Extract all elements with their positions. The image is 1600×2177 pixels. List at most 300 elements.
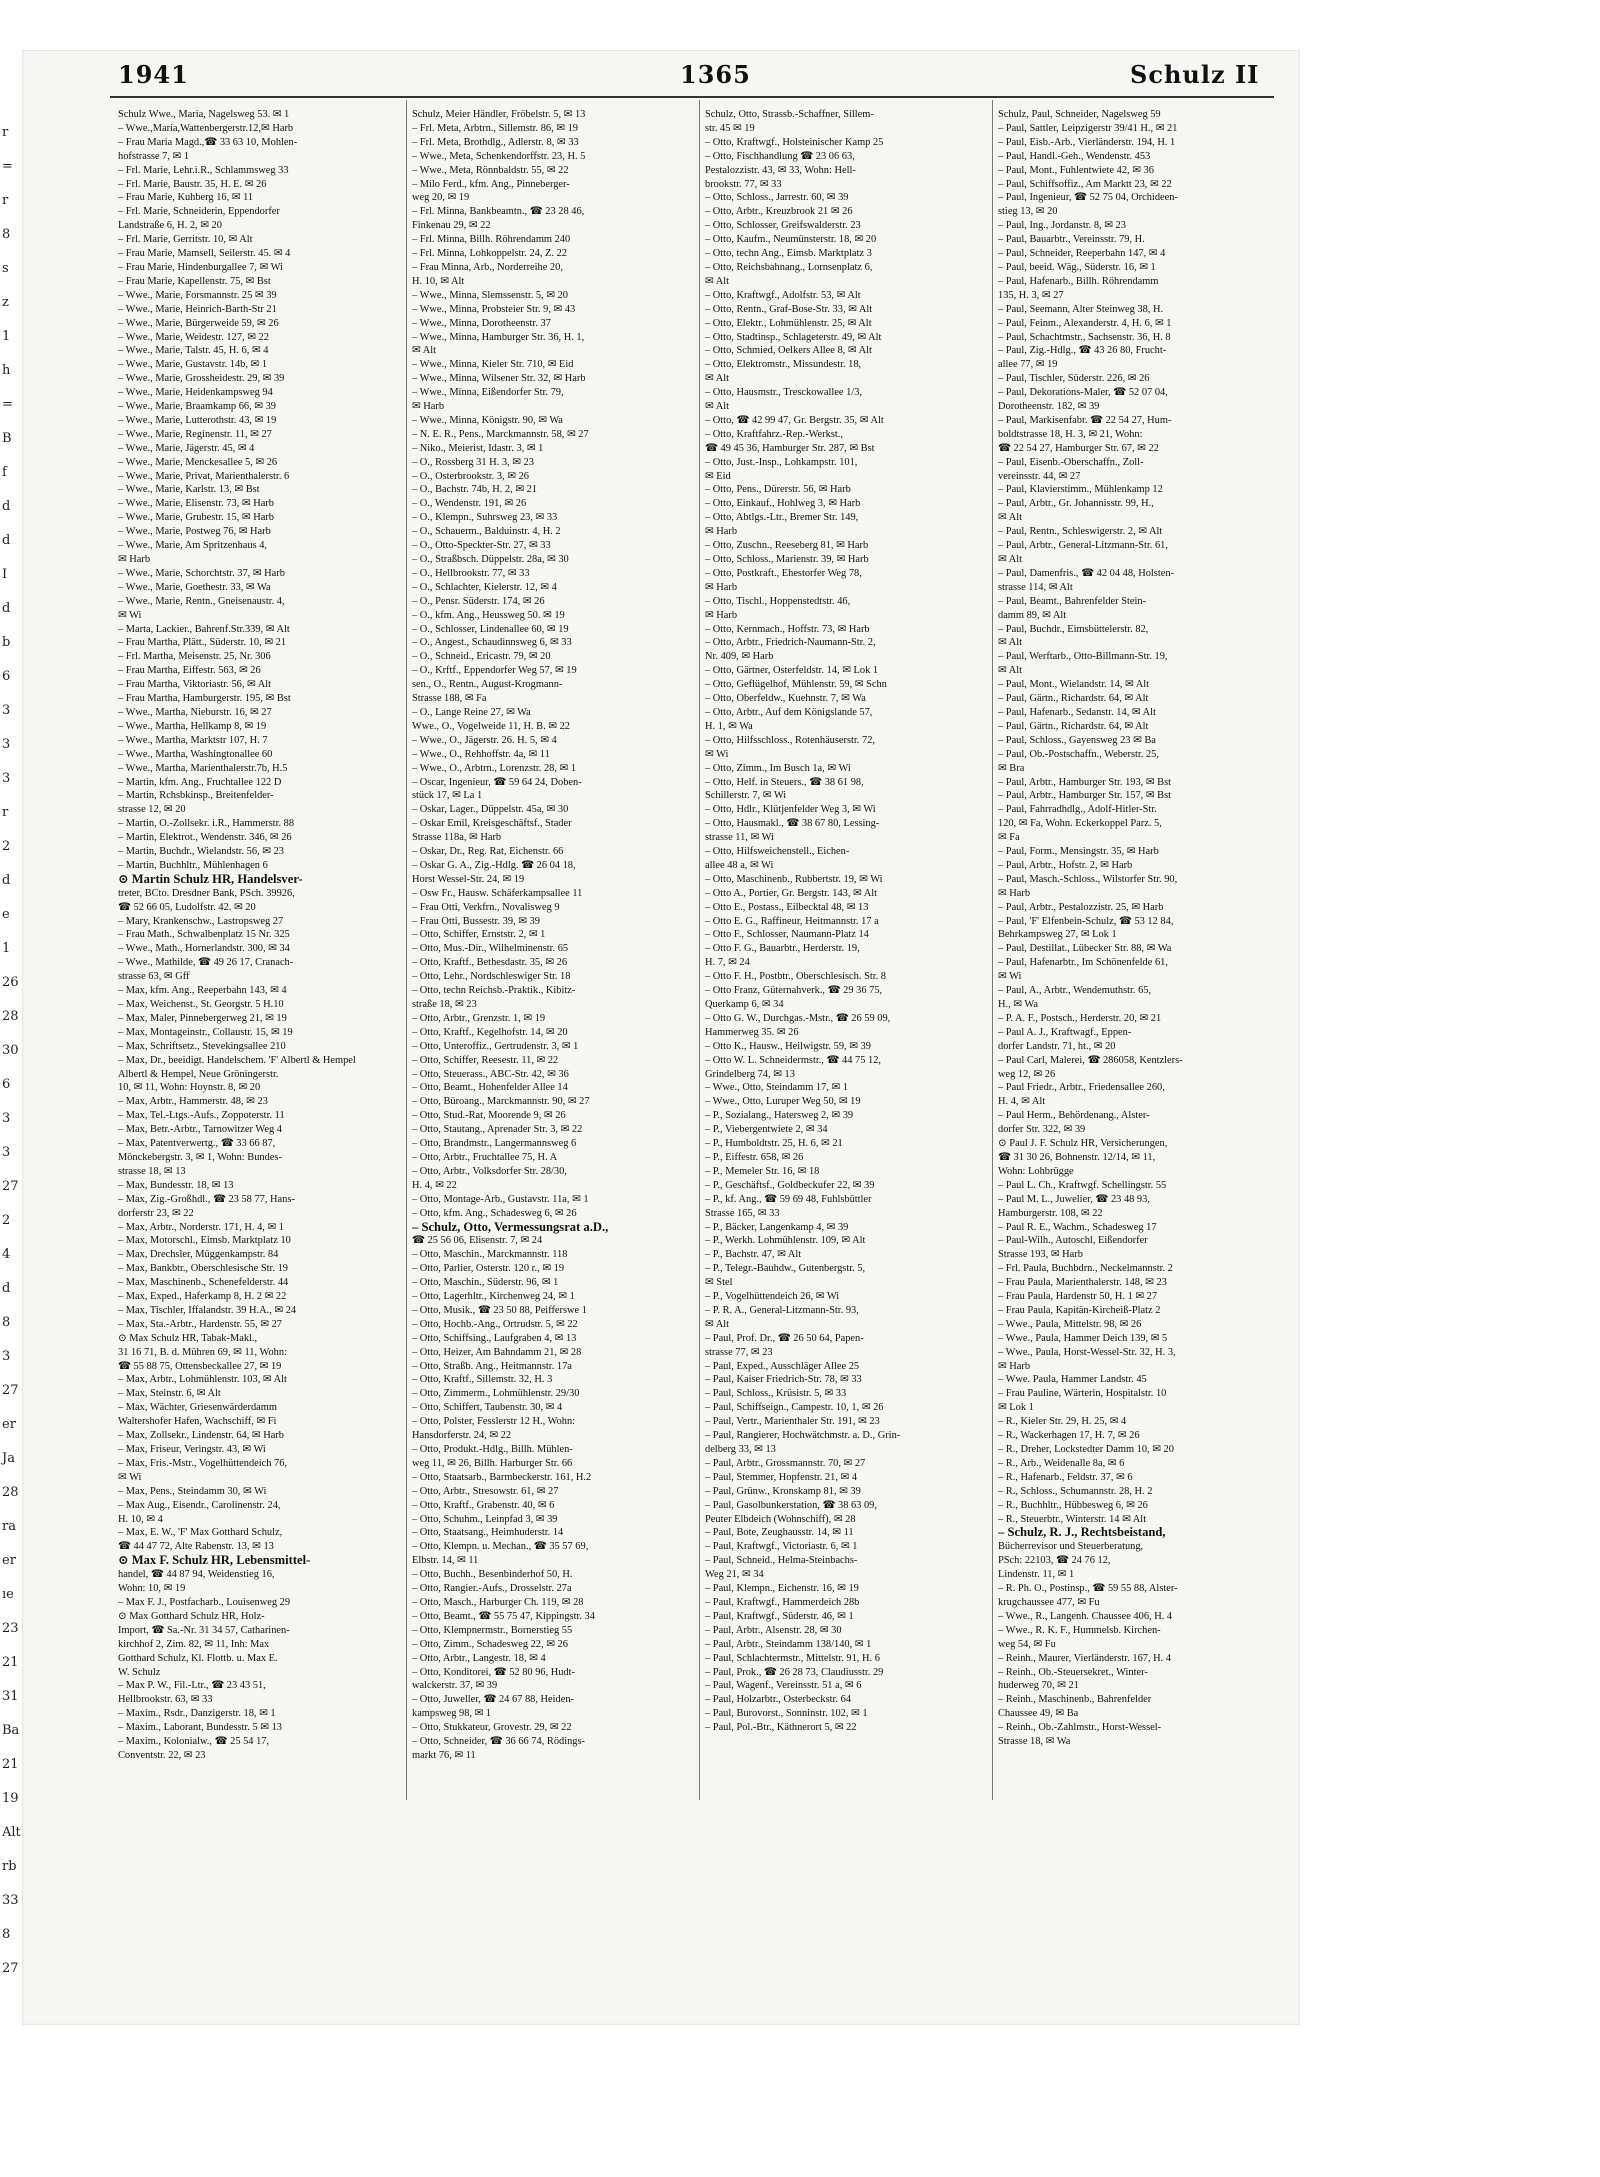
directory-entry: – Max, Sta.-Arbtr., Hardenstr. 55, ✉ 27 [118,1318,282,1330]
prev-page-fragment: d [2,1281,11,1296]
directory-entry: ☎ 22 54 27, Hamburger Str. 67, ✉ 22 [998,442,1159,454]
column-4 [998,108,1281,1788]
directory-entry: – Schulz, R. J., Rechtsbeistand, [998,1526,1166,1540]
directory-entry: – Otto, Klempnermstr., Bornerstieg 55 [412,1624,573,1636]
directory-entry: – Paul, Eisenb.-Oberschaffn., Zoll- [998,456,1144,468]
directory-entry: – Otto, Hausmakl., ☎ 38 67 80, Lessing- [705,818,880,830]
directory-entry: – Maxim., Laborant, Bundesstr. 5 ✉ 13 [118,1722,282,1734]
directory-entry: ✉ Wi [118,609,142,621]
prev-page-fragment: 1 [2,329,11,344]
directory-entry: – Frau Minna, Arb., Norderreihe 20, [412,261,563,273]
directory-entry: Peuter Elbdeich (Wohnschiff), ✉ 28 [705,1513,856,1525]
directory-entry: – Otto, Kaufm., Neumünsterstr. 18, ✉ 20 [705,234,877,246]
directory-entry: ✉ Alt [998,665,1023,677]
directory-entry: – Oskar Emil, Kreisgeschäftsf., Stader [412,818,572,830]
directory-entry: – Otto, Maschin., Süderstr. 96, ✉ 1 [412,1277,559,1289]
directory-entry: – Paul, Kaiser Friedrich-Str. 78, ✉ 33 [705,1374,862,1386]
prev-page-fragment: = [2,159,13,174]
prev-page-fragment: d [2,533,11,548]
directory-entry: – Wwe., Marie, Elisenstr. 73, ✉ Harb [118,498,274,510]
directory-entry: – Paul, Buchdr., Eimsbüttelerstr. 82, [998,623,1149,635]
directory-entry: – Wwe., Marie, Grossheidestr. 29, ✉ 39 [118,373,285,385]
directory-entry: – Otto, Postkraft., Ehestorfer Weg 78, [705,567,862,579]
directory-entry: – Otto, Parlier, Osterstr. 120 r., ✉ 19 [412,1263,565,1275]
prev-page-fragment: 4 [2,1247,11,1262]
directory-entry: – Otto, Arbtr., Kreuzbrook 21 ✉ 26 [705,206,853,218]
directory-entry: – P., Sozialang., Hatersweg 2, ✉ 39 [705,1110,854,1122]
directory-entry: – Otto, kfm. Ang., Schadesweg 6, ✉ 26 [412,1207,577,1219]
directory-entry: vereinsstr. 44, ✉ 27 [998,470,1081,482]
directory-entry: Hansdorferstr. 24, ✉ 22 [412,1430,512,1442]
directory-entry: – Wwe., Marie, Reginenstr. 11, ✉ 27 [118,428,272,440]
directory-entry: strasse 11, ✉ Wi [705,832,774,844]
directory-entry: ✉ Harb [998,1360,1031,1372]
directory-entry: – Otto, Kraftfahrz.-Rep.-Werkst., [705,428,843,440]
directory-entry: – O., Rossberg 31 H. 3, ✉ 23 [412,456,534,468]
directory-entry: Schulz Wwe., Maria, Nagelsweg 53. ✉ 1 [118,109,290,120]
directory-entry: – Paul, Klavierstimm., Mühlenkamp 12 [998,484,1163,496]
directory-entry: – Oskar, Lager., Düppelstr. 45a, ✉ 30 [412,804,569,816]
directory-entry: – Paul, Tischler, Süderstr. 226, ✉ 26 [998,373,1150,385]
directory-entry: – Otto, Hilfsweichenstell., Eichen- [705,846,850,858]
directory-entry: – Frau Math., Schwalbenplatz 15 Nr. 325 [118,929,290,941]
directory-entry: – Otto, Just.-Insp., Lohkampstr. 101, [705,456,858,468]
directory-entry: ✉ Harb [705,581,738,593]
directory-entry: Gotthard Schulz, Kl. Flottb. u. Max E. [118,1652,278,1664]
directory-entry: Grindelberg 74, ✉ 13 [705,1068,795,1080]
directory-entry: Strasse 188, ✉ Fa [412,693,487,705]
directory-entry: ✉ Bra [998,762,1025,774]
directory-entry: – Milo Ferd., kfm. Ang., Pinneberger- [412,178,570,190]
directory-entry: – Wwe., Minna, Eißendorfer Str. 79, [412,387,564,399]
directory-entry: Horst Wessel-Str. 24, ✉ 19 [412,873,525,885]
directory-entry: – Max, Arbtr., Lohmühlenstr. 103, ✉ Alt [118,1374,287,1386]
directory-entry: – Otto E., Postass., Eilbecktal 48, ✉ 13 [705,901,869,913]
directory-entry: – Otto, Zimm., Schadesweg 22, ✉ 26 [412,1638,568,1650]
directory-entry: – Paul, beeid. Wäg., Süderstr. 16, ✉ 1 [998,261,1156,273]
directory-entry: handel, ☎ 44 87 94, Weidenstieg 16, [118,1569,275,1581]
directory-entry: H. 1, ✉ Wa [705,720,753,732]
directory-entry: – Frau Paula, Kapitän-Kircheiß-Platz 2 [998,1304,1161,1316]
directory-entry: Hamburgerstr. 108, ✉ 22 [998,1207,1103,1219]
directory-entry: damm 89, ✉ Alt [998,609,1067,621]
directory-entry: – Frau Martha, Viktoriastr. 56, ✉ Alt [118,679,272,691]
directory-entry: ⊙ Max F. Schulz HR, Lebensmittel- [118,1554,311,1568]
directory-entry: – Wwe., Marie, Talstr. 45, H. 6, ✉ 4 [118,345,269,357]
prev-page-fragment: 2 [2,839,11,854]
prev-page-fragment: er [2,1417,16,1432]
directory-entry: Strasse 165, ✉ 33 [705,1207,780,1219]
directory-entry: – Otto, Schlosser, Greifswalderstr. 23 [705,220,861,232]
directory-entry: ☎ 52 66 05, Ludolfstr. 42. ✉ 20 [118,901,256,913]
directory-entry: – Wwe., Minna, Wilsener Str. 32, ✉ Harb [412,373,586,385]
directory-entry: – O., Schneid., Ericastr. 79, ✉ 20 [412,651,551,663]
directory-entry: – R., Kieler Str. 29, H. 25, ✉ 4 [998,1416,1127,1428]
directory-entry: – Otto A., Portier, Gr. Bergstr. 143, ✉ Alt [705,887,878,899]
directory-entry: Wwe., O., Vogelweide 11, H. B. ✉ 22 [412,720,571,732]
directory-entry: Wohn: Lohbrügge [998,1165,1074,1177]
directory-entry: – Wwe., Martha, Marktstr 107, H. 7 [118,734,268,746]
directory-entry: – Wwe., Martha, Hellkamp 8, ✉ 19 [118,720,267,732]
directory-entry: ✉ Harb [412,401,445,413]
column-3 [705,108,988,1788]
directory-entry: – Otto, Buchh., Besenbinderhof 50, H. [412,1569,573,1581]
directory-entry: – Paul, Kraftwgf., Hammerdeich 28b [705,1596,860,1608]
directory-entry: – Otto, Hdlr., Klütjenfelder Weg 3, ✉ Wi [705,804,876,816]
directory-entry: ✉ Harb [998,887,1031,899]
directory-entry: – Frau Otti, Bussestr. 39, ✉ 39 [412,915,540,927]
directory-entry: – Frau Marie, Mamsell, Seilerstr. 45. ✉ 4 [118,248,291,260]
directory-entry: – Paul, Bauarbtr., Vereinsstr. 79, H. [998,234,1145,246]
directory-entry: – Wwe.,Maria,Wattenbergerstr.12,✉ Harb [118,122,294,134]
directory-entry: Bücherrevisor und Steuerberatung, [998,1541,1144,1553]
column-1 [118,108,401,1788]
prev-page-fragment: 8 [2,227,11,242]
directory-entry: weg 12, ✉ 26 [998,1068,1056,1080]
directory-entry: – Otto, Kraftwgf., Adolfstr. 53, ✉ Alt [705,289,861,301]
directory-entry: – Wwe., Marie, Heidenkampsweg 94 [118,387,273,399]
directory-entry: – Otto, techn Reichsb.-Praktik., Kibitz- [412,985,576,997]
directory-entry: – R., Steuerbtr., Winterstr. 14 ✉ Alt [998,1513,1147,1525]
directory-entry: – O., Pensr. Süderstr. 174, ✉ 26 [412,595,545,607]
prev-page-fragment: 23 [2,1621,19,1636]
prev-page-fragment: z [2,295,9,310]
directory-entry: – Frau Marie, Hindenburgallee 7, ✉ Wi [118,261,283,273]
directory-entry: Waltershofer Hafen, Wachschiff, ✉ Fi [118,1416,277,1428]
directory-entry: – R. Ph. O., Postinsp., ☎ 59 55 88, Alster- [998,1583,1178,1595]
directory-entry: H. 7, ✉ 24 [705,957,750,969]
directory-entry: – Martin, Elektrot., Wendenstr. 346, ✉ 26 [118,832,292,844]
directory-entry: – Frl. Meta, Brothdlg., Adlerstr. 8, ✉ 33 [412,136,579,148]
directory-entry: strasse 77, ✉ 23 [705,1346,773,1358]
directory-entry: ☎ 25 56 06, Elisenstr. 7, ✉ 24 [412,1235,543,1247]
directory-entry: – Reinh., Ob.-Steuersekret., Winter- [998,1666,1148,1678]
directory-entry: – Paul, Arbtr., Pestalozzistr. 25, ✉ Harb [998,901,1164,913]
directory-entry: – Max, Weichenst., St. Georgstr. 5 H.10 [118,999,284,1010]
directory-entry: – Paul A. J., Kraftwagf., Eppen- [998,1026,1132,1038]
directory-entry: – O., Otto-Speckter-Str. 27, ✉ 33 [412,540,551,552]
directory-entry: – Paul, Dekorations-Maler, ☎ 52 07 04, [998,387,1168,399]
directory-entry: – Paul, Klempn., Eichenstr. 16, ✉ 19 [705,1583,859,1595]
directory-entry: – Paul, Mont., Wielandstr. 14, ✉ Alt [998,679,1149,691]
directory-entry: – Oskar G. A., Zig.-Hdlg. ☎ 26 04 18, [412,859,576,871]
directory-entry: – Maxim., Rsdr., Danzigerstr. 18, ✉ 1 [118,1708,276,1720]
directory-entry: – Wwe., Marie, Privat, Marienthalerstr. 6 [118,470,290,482]
directory-entry: – Max, Schriftsetz., Stevekingsallee 210 [118,1040,286,1052]
directory-entry: ✉ Alt [705,275,730,287]
directory-entry: ☎ 44 47 72, Alte Rabenstr. 13, ✉ 13 [118,1541,274,1553]
directory-entry: – Paul, Schloss., Gayensweg 23 ✉ Ba [998,734,1156,746]
directory-entry: – Paul, Arbtr., Hofstr. 2, ✉ Harb [998,859,1133,871]
directory-entry: – Wwe., O., Jägerstr. 26. H. 5, ✉ 4 [412,734,557,746]
directory-entry: – P., kf. Ang., ☎ 59 69 48, Fuhlsbüttler [705,1193,872,1205]
directory-entry: Behrkampsweg 27, ✉ Lok 1 [998,929,1117,941]
directory-entry: – Wwe., Minna, Dorotheenstr. 37 [412,317,551,329]
directory-entry: – Max, Fris.-Mstr., Vogelhüttendeich 76, [118,1457,288,1469]
directory-entry: – O., Schauerm., Balduinstr. 4, H. 2 [412,526,561,538]
directory-entry: – Paul, Seemann, Alter Steinweg 38, H. [998,303,1164,315]
prev-page-fragment: Ja [2,1451,15,1466]
directory-entry: – Martin, Rchsbkinsp., Breitenfelder- [118,790,274,802]
directory-entry: – O., Krftf., Eppendorfer Weg 57, ✉ 19 [412,665,577,677]
directory-entry: – Wwe., R., Langenh. Chaussee 406, H. 4 [998,1610,1173,1622]
directory-entry: – Paul M. L., Juwelier, ☎ 23 48 93, [998,1193,1150,1205]
directory-entry: – Paul, Rangierer, Hochwätchmstr. a. D., Grin- [705,1430,901,1442]
directory-entry: – P., Humboldtstr. 25, H. 6, ✉ 21 [705,1138,843,1150]
directory-entry: – Reinh., Ob.-Zahlmstr., Horst-Wessel- [998,1722,1162,1734]
directory-entry: – Max, Betr.-Arbtr., Tarnowitzer Weg 4 [118,1124,282,1136]
directory-entry: – Frau Otti, Verkfrn., Novalisweg 9 [412,901,560,913]
directory-entry: Schulz, Paul, Schneider, Nagelsweg 59 [998,109,1161,120]
directory-entry: – O., Osterbrookstr. 3, ✉ 26 [412,470,529,482]
directory-entry: – Paul, Schneid., Helma-Steinbachs- [705,1555,858,1567]
directory-entry: – Paul, A., Arbtr., Wendemuthstr. 65, [998,985,1152,997]
directory-entry: – Paul, Ing., Jordanstr. 8, ✉ 23 [998,220,1126,232]
directory-entry: – Otto, Einkauf., Hohlweg 3, ✉ Harb [705,498,861,510]
directory-entry: – Otto, Zimmerm., Lohmühlenstr. 29/30 [412,1388,580,1400]
directory-entry: Finkenau 29, ✉ 22 [412,220,491,232]
directory-entry: – Frl. Minna, Billh. Röhrendamm 240 [412,234,571,246]
directory-entry: – Wwe., Minna, Hamburger Str. 36, H. 1, [412,331,585,343]
directory-entry: – Max, Friseur, Veringstr. 43, ✉ Wi [118,1444,266,1455]
directory-entry: – O., Klempn., Suhrsweg 23, ✉ 33 [412,512,558,524]
directory-entry: stieg 13, ✉ 20 [998,206,1058,218]
prev-page-fragment: 6 [2,1077,11,1092]
directory-entry: brookstr. 77, ✉ 33 [705,178,782,190]
prev-page-fragment: e [2,907,10,922]
directory-entry: dorferstr 23, ✉ 22 [118,1207,194,1219]
prev-page-fragment: b [2,635,11,650]
directory-entry: – Otto, Kraftf., Grabenstr. 40, ✉ 6 [412,1499,555,1511]
directory-entry: Schulz, Otto, Strassb.-Schaffner, Sillem- [705,109,874,120]
directory-entry: – Frau Paula, Marienthalerstr. 148, ✉ 23 [998,1277,1167,1289]
directory-entry: allee 48 a, ✉ Wi [705,859,774,871]
prev-page-fragment: 19 [2,1791,19,1806]
directory-entry: – O., Straßbsch. Düppelstr. 28a, ✉ 30 [412,554,569,565]
directory-entry: – Otto, ☎ 42 99 47, Gr. Bergstr. 35, ✉ Alt [705,414,884,426]
prev-page-fragment: Alt [2,1825,21,1840]
directory-entry: – O., Bachstr. 74b, H. 2, ✉ 21 [412,484,538,496]
prev-page-fragment: 27 [2,1961,19,1976]
directory-entry: Landstraße 6, H. 2, ✉ 20 [118,220,222,232]
directory-entry: straße 18, ✉ 23 [412,999,477,1010]
directory-entry: ⊙ Max Schulz HR, Tabak-Makl., [118,1332,258,1344]
directory-entry: Import, ☎ Sa.-Nr. 31 34 57, Catharinen- [118,1624,290,1636]
directory-entry: – Paul, Schachtmstr., Sachsenstr. 36, H. 8 [998,331,1171,343]
column-2 [412,108,695,1788]
directory-entry: – Otto, Schmied, Oelkers Allee 8, ✉ Alt [705,345,872,357]
prev-page-fragment: 21 [2,1655,19,1670]
directory-entry: – Max, Motorschl., Eimsb. Marktplatz 10 [118,1235,291,1247]
header-rule [110,96,1274,98]
directory-entry: – Otto G. W., Durchgas.-Mstr., ☎ 26 59 09, [705,1012,891,1024]
directory-entry: – Otto, Schiffer, Reesestr. 11, ✉ 22 [412,1054,559,1066]
prev-page-fragment: d [2,873,11,888]
directory-entry: – Otto, Kraftwgf., Holsteinischer Kamp 25 [705,136,884,148]
prev-page-fragment: ra [2,1519,16,1534]
directory-entry: – Wwe. Paula, Hammer Landstr. 45 [998,1374,1147,1386]
directory-entry: str. 45 ✉ 19 [705,122,755,134]
prev-page-fragment: 8 [2,1927,11,1942]
directory-entry: – Frau Martha, Plätt., Süderstr. 10, ✉ 21 [118,637,287,649]
directory-entry: – Otto, Musik., ☎ 23 50 88, Peifferswe 1 [412,1304,587,1316]
directory-entry: – Otto, Schiffsing., Laufgraben 4, ✉ 13 [412,1332,577,1344]
prev-page-fragment: 2 [2,1213,11,1228]
running-head: Schulz II [1130,60,1260,89]
directory-entry: H. 4, ✉ 22 [412,1179,457,1191]
directory-entry: – Wwe., Marie, Bürgerweide 59, ✉ 26 [118,317,279,329]
prev-page-fragment: s [2,261,9,276]
directory-entry: – Otto, Brandmstr., Langermannsweg 6 [412,1138,577,1150]
directory-entry: – P. A. F., Postsch., Herderstr. 20, ✉ 21 [998,1012,1162,1024]
directory-entry: – Otto W. L. Schneidermstr., ☎ 44 75 12, [705,1054,882,1066]
directory-entry: – Paul Carl, Malerei, ☎ 286058, Kentzlers- [998,1054,1183,1066]
directory-entry: – Paul, Handl.-Geh., Wendenstr. 453 [998,150,1151,162]
directory-entry: – Otto E. G., Raffineur, Heitmannstr. 17 a [705,915,879,927]
directory-entry: Pestalozzistr. 43, ✉ 33, Wohn: Hell- [705,164,856,176]
directory-entry: – P., Bachstr. 47, ✉ Alt [705,1249,802,1261]
directory-entry: krugchaussee 477, ✉ Fu [998,1596,1100,1608]
prev-page-fragment: 31 [2,1689,19,1704]
directory-entry: – Otto, Arbtr., Langestr. 18, ✉ 4 [412,1652,546,1664]
directory-entry: – Martin, kfm. Ang., Fruchtallee 122 D [118,776,282,788]
directory-entry: – Paul, Exped., Ausschläger Allee 25 [705,1360,860,1372]
directory-entry: – Otto F. H., Postbtr., Oberschlesisch. Str. 8 [705,971,887,983]
directory-entry: – Otto F., Schlosser, Naumann-Platz 14 [705,929,869,941]
directory-entry: – Paul, Feinm., Alexanderstr. 4, H. 6, ✉ 1 [998,317,1172,329]
directory-entry: – Otto, Gärtner, Osterfeldstr. 14, ✉ Lok 1 [705,665,879,677]
directory-entry: Conventstr. 22, ✉ 23 [118,1749,206,1761]
directory-entry: – Paul, Pol.-Btr., Käthnerort 5, ✉ 22 [705,1722,857,1734]
directory-entry: – Frau Martha, Hamburgerstr. 195, ✉ Bst [118,693,291,705]
directory-entry: – Paul, Vertr., Marienthaler Str. 191, ✉ 23 [705,1416,880,1428]
directory-entry: – Paul, Arbtr., Hamburger Str. 157, ✉ Bst [998,790,1172,802]
directory-entry: – Otto, Beamt., Hohenfelder Allee 14 [412,1082,568,1094]
directory-entry: – Otto, Schiffer, Ernststr. 2, ✉ 1 [412,929,546,941]
directory-entry: – Otto, Juweller, ☎ 24 67 88, Heiden- [412,1694,575,1706]
directory-entry: ✉ Alt [998,512,1023,524]
directory-entry: Nr. 409, ✉ Harb [705,651,774,663]
directory-entry: – N. E. R., Pens., Marckmannstr. 58, ✉ 27 [412,428,589,440]
directory-entry: – P., Viebergentwiete 2, ✉ 34 [705,1124,828,1136]
directory-entry: – Wwe., Marie, Braamkamp 66, ✉ 39 [118,401,276,413]
directory-entry: – Frl. Paula, Buchbdrn., Neckelmannstr. 2 [998,1263,1173,1275]
directory-entry: – Paul, Holzarbtr., Osterbeckstr. 64 [705,1694,852,1706]
prev-page-fragment: 3 [2,703,11,718]
prev-page-fragment: 30 [2,1043,19,1058]
directory-entry: – Wwe., Math., Hornerlandstr. 300, ✉ 34 [118,943,290,955]
directory-entry: – Wwe., Marie, Jägerstr. 45, ✉ 4 [118,442,255,454]
directory-entry: – Paul, Grünw., Kronskamp 81, ✉ 39 [705,1485,861,1497]
directory-entry: – Max, Bundesstr. 18, ✉ 13 [118,1179,234,1191]
directory-entry: H., ✉ Wa [998,999,1038,1010]
directory-entry: – Frl. Minna, Bankbeamtn., ☎ 23 28 46, [412,206,585,218]
directory-entry: – Paul, Arbtr., Grossmannstr. 70, ✉ 27 [705,1457,866,1469]
directory-entry: – Otto, Arbtr., Friedrich-Naumann-Str. 2, [705,637,876,649]
directory-entry: treter, BCto. Dresdner Bank, PSch. 39926, [118,887,295,899]
directory-entry: – Wwe., Marie, Gustavstr. 14b, ✉ 1 [118,359,268,371]
directory-entry: – Wwe., Otto, Luruper Weg 50, ✉ 19 [705,1096,861,1108]
directory-entry: 10, ✉ 11, Wohn: Hoynstr. 8, ✉ 20 [118,1082,261,1094]
directory-entry: – Max, Tel.-Ltgs.-Aufs., Zoppoterstr. 11 [118,1110,285,1122]
directory-entry: – Paul, Destillat., Lübecker Str. 88, ✉ Wa [998,943,1172,955]
directory-entry: – Max P. W., Fil.-Ltr., ☎ 23 43 51, [118,1680,266,1692]
directory-entry: hofstrasse 7, ✉ 1 [118,150,190,162]
directory-entry: – Wwe., Paula, Mittelstr. 98, ✉ 26 [998,1318,1142,1330]
directory-entry: Chaussee 49, ✉ Ba [998,1708,1079,1720]
directory-entry: Schillerstr. 7, ✉ Wi [705,790,787,802]
directory-entry: – Paul, Stemmer, Hopfenstr. 21, ✉ 4 [705,1471,858,1483]
directory-entry: – Otto, Schiffert, Taubenstr. 30, ✉ 4 [412,1402,563,1414]
directory-entry: – Wwe., Marie, Rentn., Gneisenaustr. 4, [118,595,285,607]
directory-entry: – Max, Dr., beeidigt. Handelschem. 'F' Albertl & Hempel [118,1054,356,1066]
prev-page-fragment: r [2,805,9,820]
directory-entry: – Otto, Straßb. Ang., Heitmannstr. 17a [412,1360,572,1372]
directory-entry: – Wwe., Meta, Rönnbaldstr. 55, ✉ 22 [412,164,569,176]
directory-entry: – Max, Drechsler, Müggenkampstr. 84 [118,1249,279,1261]
directory-entry: – Max Aug., Eisendr., Carolinenstr. 24, [118,1499,281,1511]
directory-entry: – Paul, Schloss., Krüsistr. 5, ✉ 33 [705,1388,847,1400]
directory-entry: – Paul, Hafenarb., Billh. Röhrendamm [998,275,1159,287]
directory-entry: – Otto, Zimm., Im Busch 1a, ✉ Wi [705,762,851,774]
directory-entry: – Frl. Marie, Gerritstr. 10, ✉ Alt [118,234,253,246]
prev-page-fragment: 8 [2,1315,11,1330]
directory-entry: – Osw Fr., Hausw. Schäferkampsallee 11 [412,887,583,899]
directory-entry: – Otto, Stud.-Rat, Moorende 9, ✉ 26 [412,1110,566,1122]
directory-entry: – Wwe., Minna, Slemssenstr. 5, ✉ 20 [412,289,568,301]
directory-entry: Mönckebergstr. 3, ✉ 1, Wohn: Bundes- [118,1151,282,1163]
directory-entry: – Otto, Schloss., Jarrestr. 60, ✉ 39 [705,192,849,204]
directory-entry: – Otto, Heizer, Am Bahndamm 21, ✉ 28 [412,1346,582,1358]
directory-entry: – Otto, Elektromstr., Missundestr. 18, [705,359,862,371]
directory-entry: – Paul, Masch.-Schloss., Wilstorfer Str. 90, [998,873,1178,885]
directory-entry: – Otto, Steuerass., ABC-Str. 42, ✉ 36 [412,1068,569,1080]
directory-entry: – Max, Maschinenb., Schenefelderstr. 44 [118,1277,289,1289]
directory-entry: – Niko., Meierist, Idastr. 3, ✉ 1 [412,442,544,454]
prev-page-fragment: d [2,601,11,616]
directory-entry: – Paul, Schiffsoffiz., Am Marktt 23, ✉ 22 [998,178,1172,190]
directory-entry: – Frau Maria Magd.,☎ 33 63 10, Mohlen- [118,136,298,148]
directory-entry: – Wwe., R. K. F., Hummelsb. Kirchen- [998,1624,1161,1636]
directory-entry: – Paul, Form., Mensingstr. 35, ✉ Harb [998,846,1159,858]
column-rule [406,100,407,1800]
column-rule [699,100,700,1800]
directory-entry: – Otto, Pens., Dürerstr. 56, ✉ Harb [705,484,851,496]
directory-entry: – P., Geschäftsf., Goldbeckufer 22, ✉ 39 [705,1179,875,1191]
directory-entry: walckerstr. 37, ✉ 39 [412,1680,498,1692]
directory-entry: – Otto, Hausmstr., Tresckowallee 1/3, [705,387,863,399]
directory-entry: ✉ Alt [998,554,1023,565]
directory-entry: – Paul-Wilh., Autoschl, Eißendorfer [998,1235,1148,1247]
directory-entry: – Frl. Martha, Meisenstr. 25, Nr. 306 [118,651,271,663]
directory-entry: – Otto, Arbtr., Fruchtallee 75, H. A [412,1151,558,1163]
directory-entry: boldtstrasse 18, H. 3, ✉ 21, Wohn: [998,428,1143,440]
directory-entry: – Max, Zig.-Großhdl., ☎ 23 58 77, Hans- [118,1193,295,1205]
directory-entry: – O., Schlosser, Lindenallee 60, ✉ 19 [412,623,569,635]
directory-entry: – Paul, Schneider, Reeperbahn 147, ✉ 4 [998,248,1166,260]
directory-entry: Lindenstr. 11, ✉ 1 [998,1569,1075,1581]
directory-entry: – Otto, techn Ang., Eimsb. Marktplatz 3 [705,248,872,260]
directory-entry: – Paul, Gärtn., Richardstr. 64, ✉ Alt [998,720,1149,732]
directory-entry: weg 11, ✉ 26, Billh. Harburger Str. 66 [412,1457,573,1469]
directory-entry: – Otto, Oberfeldw., Kuehnstr. 7, ✉ Wa [705,693,866,705]
directory-entry: – P., Werkh. Lohmühlenstr. 109, ✉ Alt [705,1235,866,1247]
directory-entry: – Max, Arbtr., Norderstr. 171, H. 4, ✉ 1 [118,1221,284,1233]
directory-entry: – Wwe., Marie, Weidestr. 127, ✉ 22 [118,331,269,343]
prev-page-fragment: d [2,499,11,514]
directory-entry: – Otto, Montage-Arb., Gustavstr. 11a, ✉ 1 [412,1193,589,1205]
directory-entry: ✉ Stel [705,1277,733,1289]
